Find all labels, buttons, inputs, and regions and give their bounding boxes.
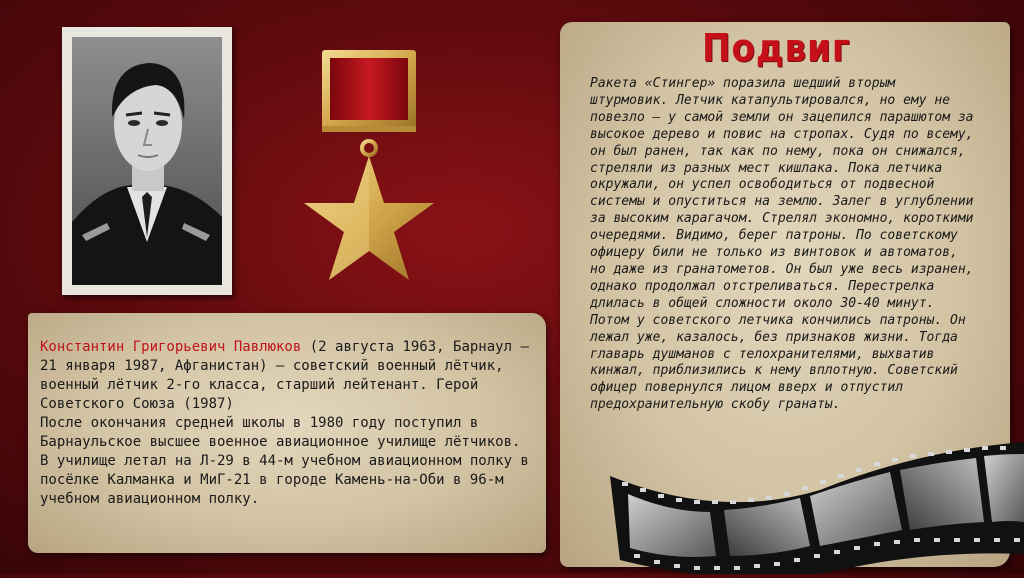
portrait-photo — [72, 37, 222, 285]
bio-text — [40, 338, 535, 509]
gold-star-medal-icon — [300, 48, 440, 283]
portrait-silhouette-icon — [72, 37, 222, 285]
bio-intro: (2 августа 1963, Барнаул — 21 января 1987, Афганистан) — советский военный лётчик, военный лётчик 2-го класса, старший лейтенант. Герой Советского Союза (1987) — [40, 339, 529, 412]
portrait-frame — [62, 27, 232, 295]
hero-name: Константин Григорьевич Павлюков — [40, 339, 302, 355]
slide-title: Подвиг — [702, 26, 851, 70]
story-text: Ракета «Стингер» поразила шедший вторым штурмовик. Летчик катапультировался, но ему не повезло — у самой земли он зацепился парашютом за высокое дерево и повис на стропах. Судя по всему, он был ранен, так как по нему, пока он снижался, стреляли из разных мест кишлака. Пока летчика окружали, он успел освободиться от подвесной системы и опуститься на землю. Залег в углублении за высоким карагачом. Стрелял экономно, короткими очередями. Видимо, берег патроны. По советскому офицеру били не только из винтовок и автоматов, но даже из гранатометов. Он был уже весь изранен, однако продолжал отстреливаться. Перестрелка длилась в общей сложности около 30-40 минут. Потом у советского летчика кончились патроны. Он лежал уже, казалось, без признаков жизни. Тогда главарь душманов с телохранителями, выхватив кинжал, приблизились к нему вплотную. Советский офицер повернулся лицом вверх и отпустил предохранительную скобу гранаты. — [590, 76, 974, 413]
bio-education: После окончания средней школы в 1980 году поступил в Барнаульское высшее военное авиационное училище лётчиков. В училище летал на Л-29 в 44-м учебном авиационном полку в посёлке Калманка и МиГ-21 в городе Камень-на-Оби в 96-м учебном авиационном полку. — [40, 415, 529, 507]
film-strip-with-war-photos — [600, 420, 1024, 574]
